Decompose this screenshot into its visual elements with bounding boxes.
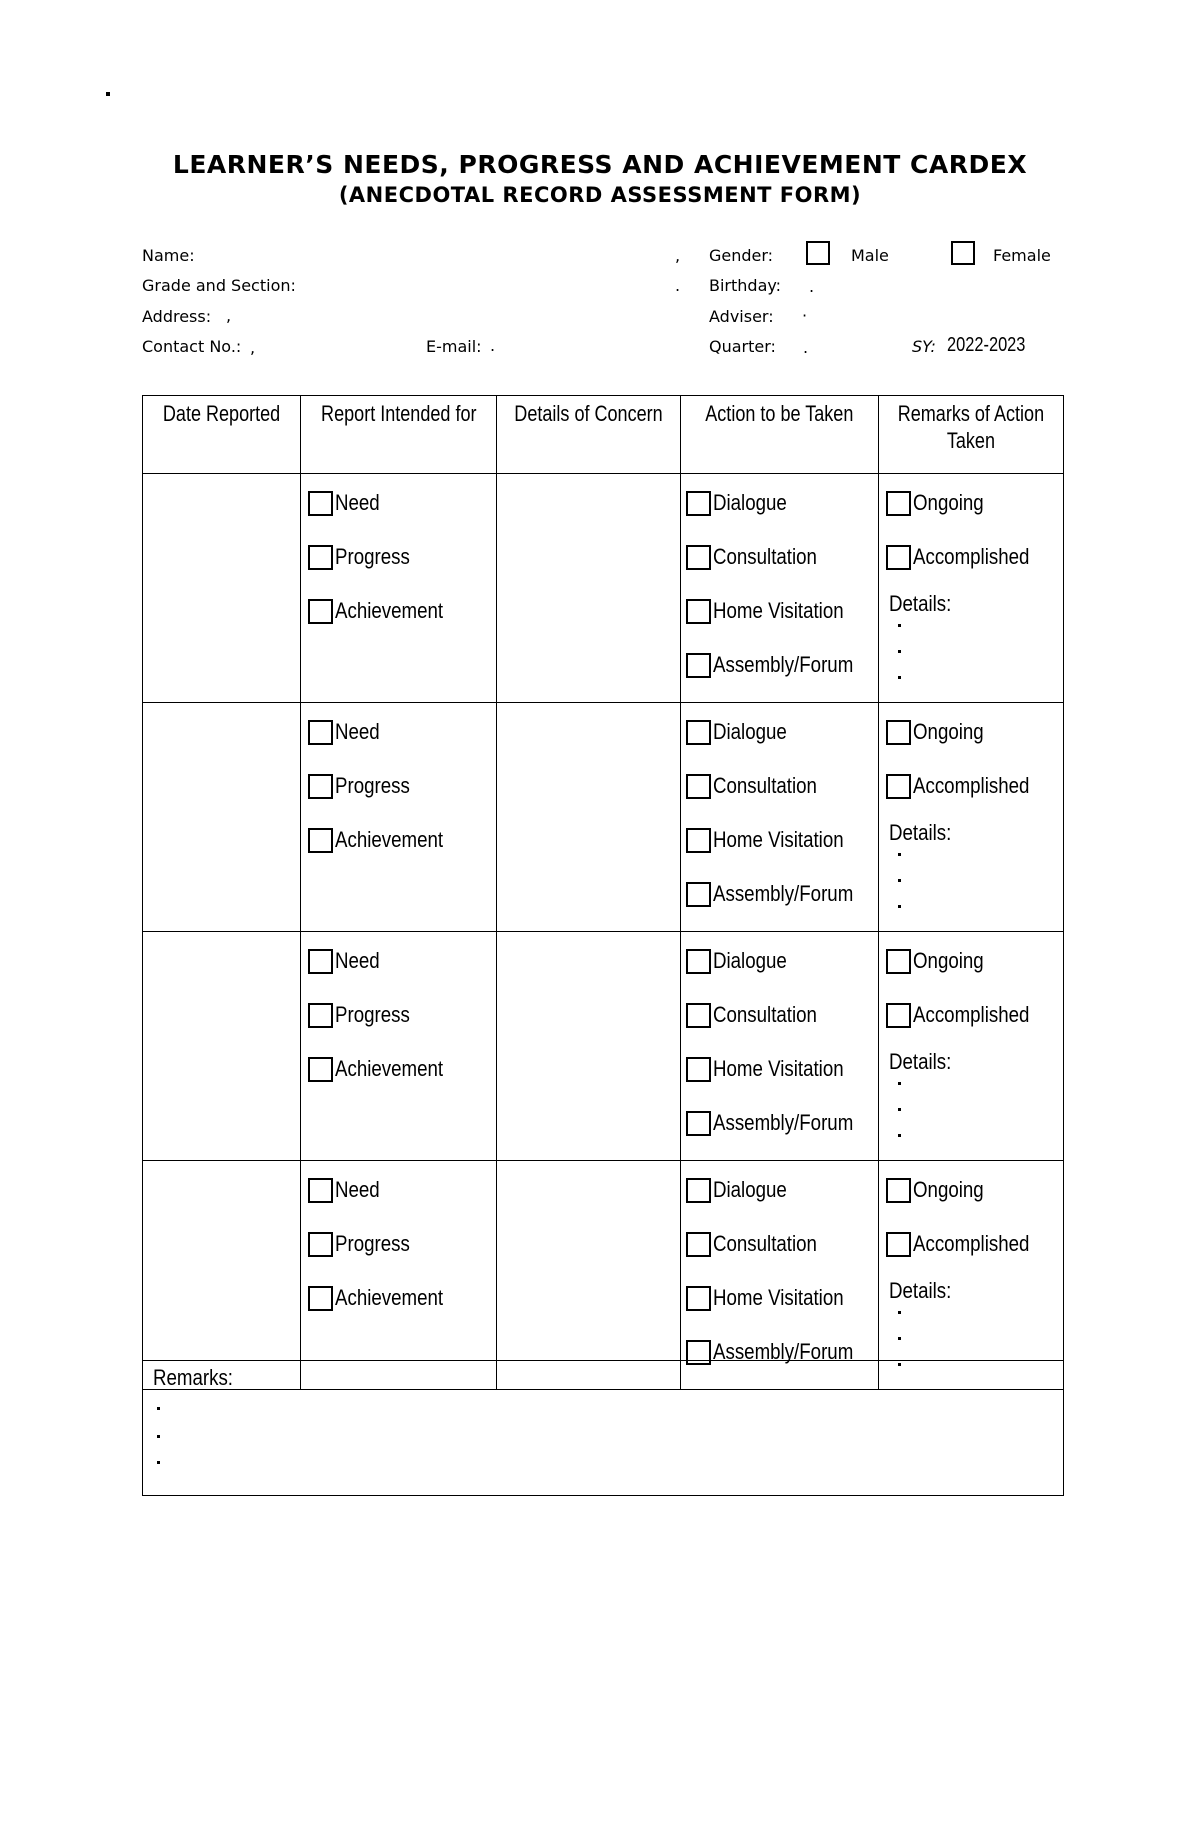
dialogue-option[interactable]: Dialogue [686, 476, 878, 530]
female-label: Female [993, 246, 1051, 265]
home-visitation-option[interactable]: Home Visitation [686, 584, 878, 638]
need-checkbox[interactable] [308, 1178, 333, 1203]
form-subtitle: (ANECDOTAL RECORD ASSESSMENT FORM) [338, 183, 862, 207]
achievement-checkbox[interactable] [308, 1286, 333, 1311]
email-field[interactable]: . [490, 336, 496, 355]
ongoing-option[interactable]: Ongoing [886, 705, 1063, 759]
remarks-action-cell [879, 703, 1064, 932]
consultation-checkbox[interactable] [686, 774, 711, 799]
dialogue-checkbox[interactable] [686, 949, 711, 974]
address-field[interactable]: , [226, 306, 232, 325]
details-lines[interactable] [886, 1082, 1063, 1137]
progress-checkbox[interactable] [308, 774, 333, 799]
details-label: Details: [889, 820, 952, 845]
female-checkbox[interactable] [951, 241, 975, 265]
achievement-checkbox[interactable] [308, 1057, 333, 1082]
male-checkbox[interactable] [806, 241, 830, 265]
dialogue-option[interactable]: Dialogue [686, 1163, 878, 1217]
details-lines[interactable] [886, 1311, 1063, 1366]
progress-checkbox[interactable] [308, 1232, 333, 1257]
ongoing-option[interactable]: Ongoing [886, 934, 1063, 988]
achievement-option[interactable]: Achievement [308, 1271, 496, 1325]
report-intended-cell [301, 932, 497, 1161]
accomplished-option[interactable]: Accomplished [886, 988, 1063, 1042]
need-checkbox[interactable] [308, 949, 333, 974]
remarks-action-cell [879, 932, 1064, 1161]
details-lines[interactable] [886, 853, 1063, 908]
achievement-option[interactable]: Achievement [308, 1042, 496, 1096]
details-lines[interactable] [886, 624, 1063, 679]
assembly-forum-checkbox[interactable] [686, 1111, 711, 1136]
consultation-option[interactable]: Consultation [686, 530, 878, 584]
consultation-option[interactable]: Consultation [686, 1217, 878, 1271]
home-visitation-option[interactable]: Home Visitation [686, 1042, 878, 1096]
accomplished-checkbox[interactable] [886, 545, 911, 570]
details-concern-cell[interactable] [496, 932, 681, 1161]
remarks-box[interactable] [142, 1360, 1064, 1496]
home-visitation-checkbox[interactable] [686, 599, 711, 624]
ongoing-checkbox[interactable] [886, 491, 911, 516]
action-cell [681, 703, 879, 932]
ongoing-option[interactable]: Ongoing [886, 476, 1063, 530]
birthday-field[interactable]: . [809, 277, 815, 296]
dialogue-option[interactable]: Dialogue [686, 934, 878, 988]
table-row [143, 932, 1064, 1161]
achievement-option[interactable]: Achievement [308, 584, 496, 638]
header-remarks-action: Remarks of Action Taken [879, 396, 1064, 474]
progress-checkbox[interactable] [308, 545, 333, 570]
need-checkbox[interactable] [308, 720, 333, 745]
dialogue-option[interactable]: Dialogue [686, 705, 878, 759]
home-visitation-checkbox[interactable] [686, 828, 711, 853]
progress-option[interactable]: Progress [308, 530, 496, 584]
grade-section-field[interactable]: . [675, 276, 681, 295]
report-intended-cell [301, 1161, 497, 1390]
accomplished-checkbox[interactable] [886, 1003, 911, 1028]
consultation-option[interactable]: Consultation [686, 988, 878, 1042]
sy-label: SY: [912, 337, 936, 356]
remarks-action-cell [879, 1161, 1064, 1390]
quarter-field[interactable]: . [803, 338, 809, 357]
assembly-forum-option[interactable]: Assembly/Forum [686, 867, 878, 921]
male-label: Male [851, 246, 889, 265]
remarks-line [157, 1461, 160, 1464]
need-checkbox[interactable] [308, 491, 333, 516]
form-title: LEARNER’S NEEDS, PROGRESS AND ACHIEVEMENT CARDEX [172, 150, 1028, 179]
ongoing-option[interactable]: Ongoing [886, 1163, 1063, 1217]
home-visitation-checkbox[interactable] [686, 1286, 711, 1311]
header-report-intended: Report Intended for [301, 396, 497, 474]
header-details-concern: Details of Concern [496, 396, 681, 474]
dialogue-checkbox[interactable] [686, 720, 711, 745]
date-reported-cell[interactable] [143, 474, 301, 703]
accomplished-option[interactable]: Accomplished [886, 530, 1063, 584]
cardex-table [142, 395, 1064, 1390]
assembly-forum-option[interactable]: Assembly/Forum [686, 638, 878, 692]
birthday-label: Birthday: [709, 276, 782, 295]
report-intended-cell [301, 703, 497, 932]
remarks-label: Remarks: [153, 1365, 234, 1390]
home-visitation-checkbox[interactable] [686, 1057, 711, 1082]
need-option[interactable]: Need [308, 934, 496, 988]
table-header-row [143, 396, 1064, 474]
adviser-label: Adviser: [709, 307, 774, 326]
need-option[interactable]: Need [308, 705, 496, 759]
achievement-checkbox[interactable] [308, 599, 333, 624]
assembly-forum-checkbox[interactable] [686, 882, 711, 907]
details-concern-cell[interactable] [496, 703, 681, 932]
progress-option[interactable]: Progress [308, 759, 496, 813]
details-concern-cell[interactable] [496, 474, 681, 703]
gender-label: Gender: [709, 246, 774, 265]
assembly-forum-option[interactable]: Assembly/Forum [686, 1096, 878, 1150]
table-row [143, 703, 1064, 932]
need-option[interactable]: Need [308, 1163, 496, 1217]
email-label: E-mail: [426, 337, 482, 356]
dialogue-checkbox[interactable] [686, 491, 711, 516]
name-field[interactable]: , [675, 246, 681, 265]
progress-option[interactable]: Progress [308, 1217, 496, 1271]
details-label: Details: [889, 1049, 952, 1074]
remarks-line [157, 1407, 160, 1410]
date-reported-cell[interactable] [143, 703, 301, 932]
accomplished-checkbox[interactable] [886, 1232, 911, 1257]
header-date-reported: Date Reported [143, 396, 301, 474]
adviser-field[interactable]: · [802, 306, 808, 325]
name-label: Name: [142, 246, 195, 265]
assembly-forum-option[interactable]: Assembly/Forum [686, 1325, 878, 1379]
action-cell [681, 474, 879, 703]
progress-checkbox[interactable] [308, 1003, 333, 1028]
consultation-checkbox[interactable] [686, 545, 711, 570]
need-option[interactable]: Need [308, 476, 496, 530]
progress-option[interactable]: Progress [308, 988, 496, 1042]
home-visitation-option[interactable]: Home Visitation [686, 1271, 878, 1325]
details-label: Details: [889, 591, 952, 616]
grade-section-label: Grade and Section: [142, 276, 296, 295]
accomplished-checkbox[interactable] [886, 774, 911, 799]
remarks-line [157, 1435, 160, 1438]
contact-label: Contact No.: [142, 337, 242, 356]
achievement-option[interactable]: Achievement [308, 813, 496, 867]
quarter-label: Quarter: [709, 337, 776, 356]
header-action-taken: Action to be Taken [681, 396, 879, 474]
remarks-action-cell [879, 474, 1064, 703]
stray-mark [106, 92, 110, 96]
home-visitation-option[interactable]: Home Visitation [686, 813, 878, 867]
ongoing-checkbox[interactable] [886, 949, 911, 974]
achievement-checkbox[interactable] [308, 828, 333, 853]
table-row [143, 1161, 1064, 1390]
date-reported-cell[interactable] [143, 1161, 301, 1390]
consultation-option[interactable]: Consultation [686, 759, 878, 813]
date-reported-cell[interactable] [143, 932, 301, 1161]
ongoing-checkbox[interactable] [886, 720, 911, 745]
consultation-checkbox[interactable] [686, 1003, 711, 1028]
table-row [143, 474, 1064, 703]
accomplished-option[interactable]: Accomplished [886, 1217, 1063, 1271]
details-concern-cell[interactable] [496, 1161, 681, 1390]
assembly-forum-checkbox[interactable] [686, 653, 711, 678]
action-cell [681, 932, 879, 1161]
consultation-checkbox[interactable] [686, 1232, 711, 1257]
sy-value[interactable]: 2022-2023 [947, 334, 1026, 356]
dialogue-checkbox[interactable] [686, 1178, 711, 1203]
ongoing-checkbox[interactable] [886, 1178, 911, 1203]
contact-field[interactable]: , [250, 338, 256, 357]
details-label: Details: [889, 1278, 952, 1303]
action-cell [681, 1161, 879, 1390]
accomplished-option[interactable]: Accomplished [886, 759, 1063, 813]
report-intended-cell [301, 474, 497, 703]
address-label: Address: [142, 307, 212, 326]
